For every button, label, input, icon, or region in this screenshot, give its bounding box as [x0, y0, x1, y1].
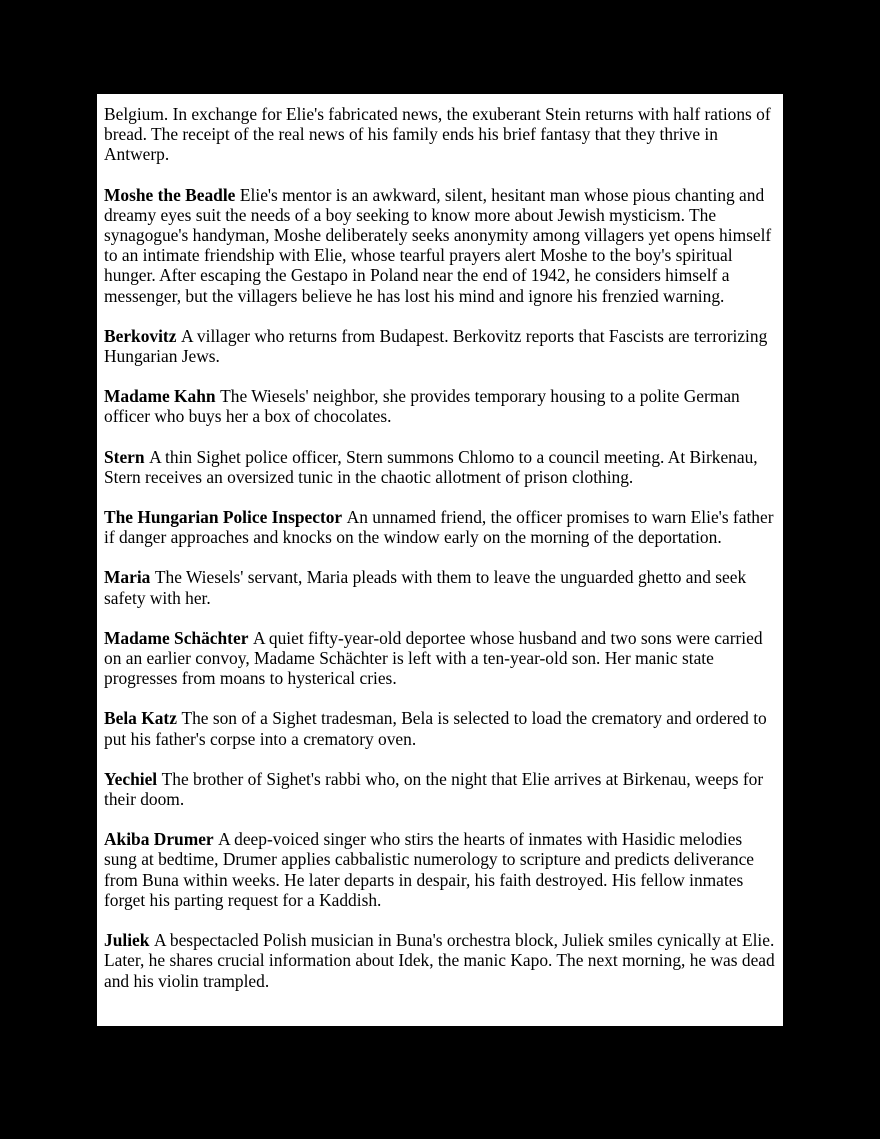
character-name: Akiba Drumer — [104, 829, 214, 850]
character-description: A deep-voiced singer who stirs the hearts of inmates with Hasidic melodies sung at bedtime, Drumer applies cabbalistic numerology to scripture and predicts deliverance from Buna within weeks. He later departs in despair, his faith destroyed. His fellow inmates forget his parting request for a Kaddish. — [104, 829, 755, 910]
character-name: Juliek — [104, 930, 150, 951]
character-entry — [104, 386, 775, 426]
character-description: A bespectacled Polish musician in Buna's orchestra block, Juliek smiles cynically at Elie. Later, he shares crucial information about Idek, the manic Kapo. The next morning, he was dead and his violin trampled. — [104, 930, 775, 991]
character-entry — [104, 326, 775, 366]
character-entry — [104, 507, 775, 547]
paragraph-continuation — [104, 104, 775, 165]
character-name: Moshe the Beadle — [104, 184, 236, 205]
character-entry — [104, 769, 775, 809]
character-name: Yechiel — [104, 768, 158, 789]
character-name: Berkovitz — [104, 325, 177, 346]
character-entry — [104, 930, 775, 991]
character-name: Madame Schächter — [104, 627, 249, 648]
character-description: Belgium. In exchange for Elie's fabricated news, the exuberant Stein returns with half rations of bread. The receipt of the real news of his family ends his brief fantasy that they thrive in Antwerp. — [104, 104, 771, 165]
character-description: A thin Sighet police officer, Stern summons Chlomo to a council meeting. At Birkenau, Stern receives an oversized tunic in the chaotic allotment of prison clothing. — [104, 446, 758, 487]
character-description: Elie's mentor is an awkward, silent, hesitant man whose pious chanting and dreamy eyes suit the needs of a boy seeking to know more about Jewish mysticism. The synagogue's handyman, Moshe deliberately seeks anonymity among villagers yet opens himself to an intimate friendship with Elie, whose tearful prayers alert Moshe to the boy's spiritual hunger. After escaping the Gestapo in Poland near the end of 1942, he considers himself a messenger, but the villagers believe he has lost his mind and ignore his frenzied warning. — [104, 184, 772, 306]
document-page — [97, 94, 783, 1026]
character-description: The Wiesels' neighbor, she provides temporary housing to a polite German officer who buys her a box of chocolates. — [104, 386, 740, 427]
character-description: The Wiesels' servant, Maria pleads with them to leave the unguarded ghetto and seek safety with her. — [104, 567, 747, 608]
character-description: The brother of Sighet's rabbi who, on the night that Elie arrives at Birkenau, weeps for their doom. — [104, 768, 764, 810]
character-entry — [104, 829, 775, 910]
character-description: An unnamed friend, the officer promises to warn Elie's father if danger approaches and knocks on the window early on the morning of the deportation. — [104, 507, 774, 548]
character-name: Maria — [104, 567, 151, 588]
character-description: A villager who returns from Budapest. Berkovitz reports that Fascists are terrorizing Hungarian Jews. — [104, 325, 768, 367]
character-entry — [104, 185, 775, 306]
character-name: The Hungarian Police Inspector — [104, 507, 343, 528]
character-entry — [104, 447, 775, 487]
character-name: Bela Katz — [104, 708, 177, 729]
character-entry — [104, 708, 775, 748]
character-name: Madame Kahn — [104, 386, 216, 407]
character-description: The son of a Sighet tradesman, Bela is selected to load the crematory and ordered to put his father's corpse into a crematory oven. — [104, 708, 767, 749]
character-entry — [104, 567, 775, 607]
character-description: A quiet fifty-year-old deportee whose husband and two sons were carried on an earlier convoy, Madame Schächter is left with a ten-year-old son. Her manic state progresses from moans to hysterical cries. — [104, 627, 763, 689]
character-name: Stern — [104, 446, 145, 467]
character-entry — [104, 628, 775, 689]
